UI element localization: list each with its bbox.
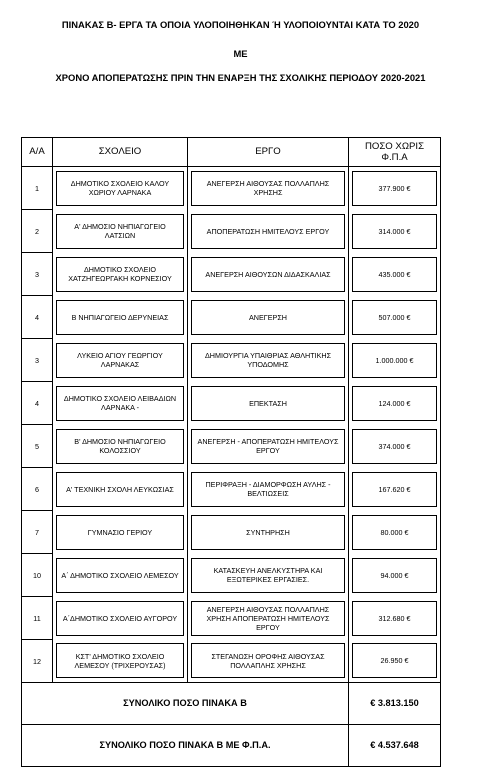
table-header-row: [22, 138, 441, 167]
row-project: ΣΤΕΓΑΝΩΣΗ ΟΡΟΦΗΣ ΑΙΘΟΥΣΑΣ ΠΟΛΛΑΠΛΗΣ ΧΡΗΣΗΣ: [191, 643, 345, 678]
row-amount-cell: [349, 511, 441, 554]
row-number: 12: [22, 640, 53, 683]
column-header-project: ΕΡΓΟ: [188, 138, 349, 167]
row-school-cell: [53, 597, 188, 640]
row-amount: 435.000 €: [352, 257, 437, 292]
table-row: [22, 382, 441, 425]
row-amount-cell: [349, 597, 441, 640]
total-with-vat-amount: € 4.537.648: [349, 725, 441, 767]
column-header-no: Α/Α: [22, 138, 53, 167]
row-project-cell: [188, 253, 349, 296]
row-project: ΠΕΡΙΦΡΑΞΗ - ΔΙΑΜΟΡΦΩΣΗ ΑΥΛΗΣ - ΒΕΛΤΙΩΣΕΙΣ: [191, 472, 345, 507]
table-row: [22, 425, 441, 468]
projects-table: [21, 137, 441, 767]
table-row: [22, 511, 441, 554]
row-project-cell: [188, 210, 349, 253]
row-number: 10: [22, 554, 53, 597]
row-project: ΑΝΕΓΕΡΣΗ ΑΙΘΟΥΣΩΝ ΔΙΔΑΣΚΑΛΙΑΣ: [191, 257, 345, 292]
row-project: ΑΠΟΠΕΡΑΤΩΣΗ ΗΜΙΤΕΛΟΥΣ ΕΡΓΟΥ: [191, 214, 345, 249]
row-project: ΣΥΝΤΗΡΗΣΗ: [191, 515, 345, 550]
table-row: [22, 640, 441, 683]
table-row: [22, 554, 441, 597]
table-row: [22, 167, 441, 210]
row-school-cell: [53, 425, 188, 468]
table-row: [22, 597, 441, 640]
row-school-cell: [53, 511, 188, 554]
table-row: [22, 296, 441, 339]
row-project-cell: [188, 382, 349, 425]
row-project: ΚΑΤΑΣΚΕΥΗ ΑΝΕΛΚΥΣΤΗΡΑ ΚΑΙ ΕΞΩΤΕΡΙΚΕΣ ΕΡΓΑΣΙΕΣ.: [191, 558, 345, 593]
row-school: Α' ΤΕΧΝΙΚΗ ΣΧΟΛΗ ΛΕΥΚΩΣΙΑΣ: [56, 472, 184, 507]
row-project-cell: [188, 554, 349, 597]
row-amount: 312.680 €: [352, 601, 437, 636]
total-with-vat-label: ΣΥΝΟΛΙΚΟ ΠΟΣΟ ΠΙΝΑΚΑ Β ΜΕ Φ.Π.Α.: [22, 725, 349, 767]
row-project-cell: [188, 597, 349, 640]
row-number: 5: [22, 425, 53, 468]
row-school: ΓΥΜΝΑΣΙΟ ΓΕΡΙΟΥ: [56, 515, 184, 550]
row-project-cell: [188, 339, 349, 382]
total-label: ΣΥΝΟΛΙΚΟ ΠΟΣΟ ΠΙΝΑΚΑ Β: [22, 683, 349, 725]
row-school: ΔΗΜΟΤΙΚΟ ΣΧΟΛΕΙΟ ΚΑΛΟΥ ΧΩΡΙΟΥ ΛΑΡΝΑΚΑ: [56, 171, 184, 206]
row-amount: 374.000 €: [352, 429, 437, 464]
row-amount-cell: [349, 339, 441, 382]
row-amount: 124.000 €: [352, 386, 437, 421]
row-project-cell: [188, 167, 349, 210]
row-amount-cell: [349, 468, 441, 511]
row-project-cell: [188, 511, 349, 554]
row-school-cell: [53, 167, 188, 210]
column-header-amount: ΠΟΣΟ ΧΩΡΙΣ Φ.Π.Α: [349, 138, 441, 167]
row-amount-cell: [349, 210, 441, 253]
row-amount-cell: [349, 167, 441, 210]
row-school: Β ΝΗΠΙΑΓΩΓΕΙΟ ΔΕΡΥΝΕΙΑΣ: [56, 300, 184, 335]
row-project-cell: [188, 468, 349, 511]
row-amount: 26.950 €: [352, 643, 437, 678]
document-title-connector: ΜΕ: [233, 48, 248, 59]
document-title: ΠΙΝΑΚΑΣ Β- ΕΡΓΑ ΤΑ ΟΠΟΙΑ ΥΛΟΠΟΙΗΘΗΚΑΝ Ή ΥΛΟΠΟΙΟΥΝΤΑΙ ΚΑΤΑ ΤΟ 2020: [61, 19, 420, 30]
row-school-cell: [53, 554, 188, 597]
row-school-cell: [53, 339, 188, 382]
table-row: [22, 210, 441, 253]
row-number: 1: [22, 167, 53, 210]
table-row: [22, 253, 441, 296]
row-number: 7: [22, 511, 53, 554]
row-school-cell: [53, 253, 188, 296]
row-project: ΔΗΜΙΟΥΡΓΙΑ ΥΠΑΙΘΡΙΑΣ ΑΘΛΗΤΙΚΗΣ ΥΠΟΔΟΜΗΣ: [191, 343, 345, 378]
row-amount-cell: [349, 425, 441, 468]
row-project: ΑΝΕΓΕΡΣΗ: [191, 300, 345, 335]
row-school-cell: [53, 210, 188, 253]
row-school: Α΄ΔΗΜΟΤΙΚΟ ΣΧΟΛΕΙΟ ΑΥΓΟΡΟΥ: [56, 601, 184, 636]
row-amount: 507.000 €: [352, 300, 437, 335]
row-amount: 167.620 €: [352, 472, 437, 507]
row-school: Α' ΔΗΜΟΣΙΟ ΝΗΠΙΑΓΩΓΕΙΟ ΛΑΤΣΙΩΝ: [56, 214, 184, 249]
row-amount: 1.000.000 €: [352, 343, 437, 378]
row-school-cell: [53, 296, 188, 339]
row-number: 4: [22, 382, 53, 425]
table-row: [22, 468, 441, 511]
row-project: ΑΝΕΓΕΡΣΗ - ΑΠΟΠΕΡΑΤΩΣΗ ΗΜΙΤΕΛΟΥΣ ΕΡΓΟΥ: [191, 429, 345, 464]
row-amount: 80.000 €: [352, 515, 437, 550]
total-amount: € 3.813.150: [349, 683, 441, 725]
row-school-cell: [53, 640, 188, 683]
row-number: 3: [22, 339, 53, 382]
document-subtitle: ΧΡΟΝΟ ΑΠΟΠΕΡΑΤΩΣΗΣ ΠΡΙΝ ΤΗΝ ΕΝΑΡΞΗ ΤΗΣ ΣΧΟΛΙΚΗΣ ΠΕΡΙΟΔΟΥ 2020-2021: [55, 72, 426, 83]
row-project-cell: [188, 425, 349, 468]
column-header-school: ΣΧΟΛΕΙΟ: [53, 138, 188, 167]
total-row: [22, 683, 441, 725]
row-amount: 377.900 €: [352, 171, 437, 206]
row-number: 6: [22, 468, 53, 511]
row-school: ΛΥΚΕΙΟ ΑΓΙΟΥ ΓΕΩΡΓΙΟΥ ΛΑΡΝΑΚΑΣ: [56, 343, 184, 378]
row-amount-cell: [349, 253, 441, 296]
row-project: ΑΝΕΓΕΡΣΗ ΑΙΘΟΥΣΑΣ ΠΟΛΛΑΠΛΗΣ ΧΡΗΣΗΣ: [191, 171, 345, 206]
row-amount-cell: [349, 382, 441, 425]
row-amount-cell: [349, 296, 441, 339]
row-school: ΔΗΜΟΤΙΚΟ ΣΧΟΛΕΙΟ ΧΑΤΖΗΓΕΩΡΓΑΚΗ ΚΟΡΝΕΣΙΟΥ: [56, 257, 184, 292]
row-project: ΕΠΕΚΤΑΣΗ: [191, 386, 345, 421]
row-amount-cell: [349, 640, 441, 683]
row-school: Β' ΔΗΜΟΣΙΟ ΝΗΠΙΑΓΩΓΕΙΟ ΚΟΛΟΣΣΙΟΥ: [56, 429, 184, 464]
row-number: 11: [22, 597, 53, 640]
row-school: ΚΣΤ' ΔΗΜΟΤΙΚΟ ΣΧΟΛΕΙΟ ΛΕΜΕΣΟΥ (ΤΡΙΧΕΡΟΥΣΑΣ): [56, 643, 184, 678]
row-school-cell: [53, 468, 188, 511]
row-school: ΔΗΜΟΤΙΚΟ ΣΧΟΛΕΙΟ ΛΕΙΒΑΔΙΩΝ ΛΑΡΝΑΚΑ -: [56, 386, 184, 421]
row-school: Α΄ ΔΗΜΟΤΙΚΟ ΣΧΟΛΕΙΟ ΛΕΜΕΣΟΥ: [56, 558, 184, 593]
row-project-cell: [188, 296, 349, 339]
row-amount-cell: [349, 554, 441, 597]
row-number: 2: [22, 210, 53, 253]
row-amount: 94.000 €: [352, 558, 437, 593]
row-project-cell: [188, 640, 349, 683]
total-with-vat-row: [22, 725, 441, 767]
row-project: ΑΝΕΓΕΡΣΗ ΑΙΘΟΥΣΑΣ ΠΟΛΛΑΠΛΗΣ ΧΡΗΣΗ ΑΠΟΠΕΡΑΤΩΣΗ ΗΜΙΤΕΛΟΥΣ ΕΡΓΟΥ: [191, 601, 345, 636]
row-number: 3: [22, 253, 53, 296]
table-row: [22, 339, 441, 382]
row-school-cell: [53, 382, 188, 425]
row-amount: 314.000 €: [352, 214, 437, 249]
row-number: 4: [22, 296, 53, 339]
